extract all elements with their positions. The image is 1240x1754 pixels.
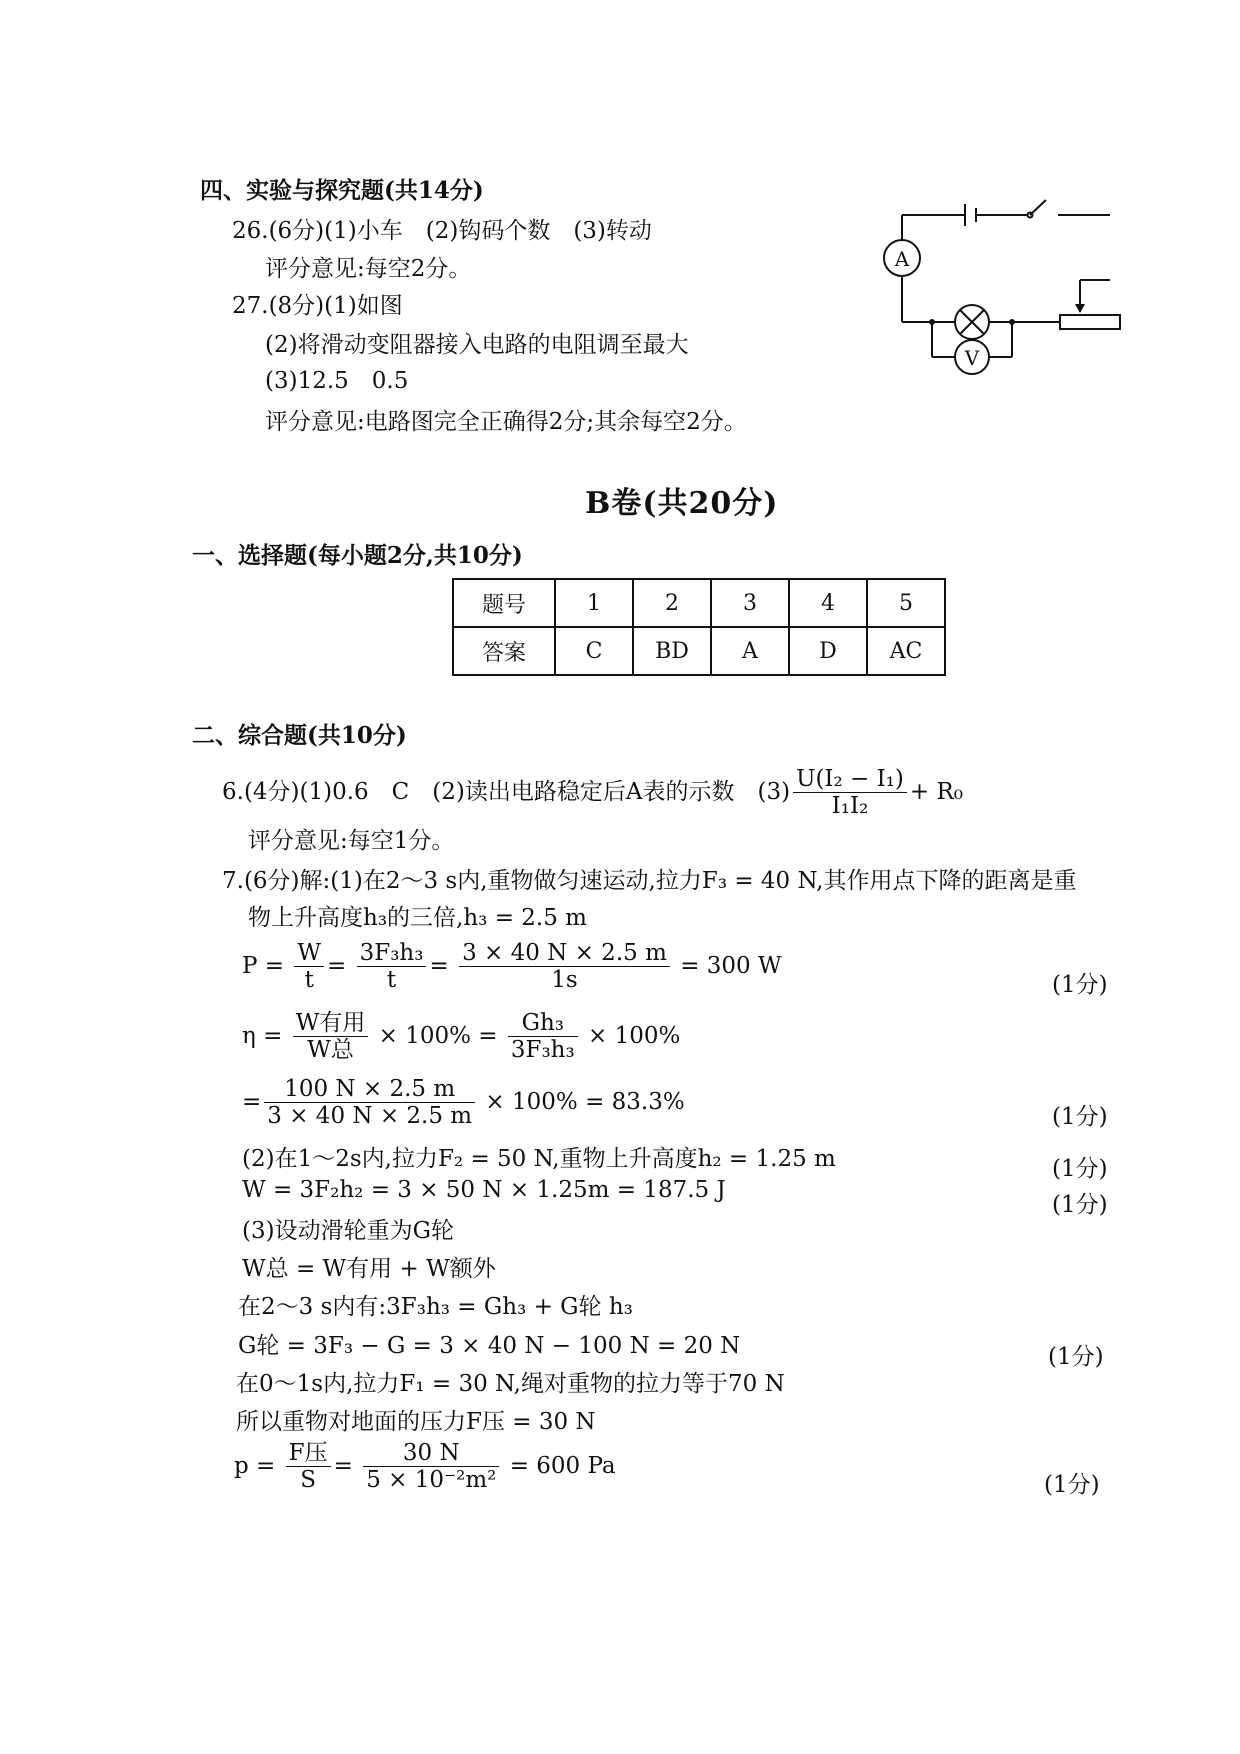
- q7-part3: (3)设动滑轮重为G轮: [242, 1218, 454, 1244]
- q7-line1: 7.(6分)解:(1)在2～3 s内,重物做匀速运动,拉力F₃ = 40 N,其作用点下降的距离是重: [222, 868, 1077, 894]
- pressure-frac-1-den: S: [300, 1467, 316, 1494]
- total-work-equation: W总 = W有用 + W额外: [242, 1256, 496, 1282]
- pressure-equation: p = $\frac{\text{F压}}{S}$ = $\frac{30 N}{\text{5 × 10⁻²m²}}$ = 600 Pa: [234, 1440, 616, 1494]
- pressure-lhs: p =: [234, 1452, 276, 1479]
- pressure-frac-2-num: 30 N: [363, 1440, 499, 1467]
- pressure-frac-2: [363, 1440, 499, 1494]
- score-mark: (1分): [1052, 1192, 1108, 1218]
- section4-heading: 四、实验与探究题(共14分): [200, 177, 484, 204]
- table-cell: AC: [867, 627, 945, 675]
- efficiency-result-line: = $\frac{100 N \times 2.5 m}{3 \times 40 N \times 2.5 m}$ × 100% = 83.3%: [242, 1076, 685, 1130]
- pressure-frac-1-num: F压: [286, 1440, 331, 1467]
- q26-answer: 26.(6分)(1)小车 (2)钩码个数 (3)转动: [232, 218, 652, 244]
- table-cell: 题号: [453, 579, 555, 627]
- table-cell: 3: [711, 579, 789, 627]
- pressure-frac-2-den: 5 × 10⁻²m²: [366, 1467, 497, 1494]
- voltmeter-label: V: [964, 346, 980, 370]
- pressure-force-text: 所以重物对地面的压力F压 = 30 N: [236, 1409, 596, 1435]
- table-row: [453, 579, 945, 627]
- q6-tail: + R₀: [909, 778, 964, 805]
- score-mark: (1分): [1044, 1472, 1100, 1498]
- efficiency-frac-2: [508, 1010, 578, 1064]
- power-frac-2: [357, 940, 427, 994]
- power-frac-3: [459, 940, 670, 994]
- power-equation: P = $\frac{W}{t}$ = $\frac{\text{3F₃h₃}}{t}$ = $\frac{3 \times 40 N \times 2.5 m}{1s}$ = 300 W: [242, 940, 782, 994]
- table-cell: 4: [789, 579, 867, 627]
- interval-0-1s-text: 在0～1s内,拉力F₁ = 30 N,绳对重物的拉力等于70 N: [236, 1371, 785, 1397]
- circuit-diagram: [870, 190, 1240, 390]
- efficiency-equation: [242, 1010, 680, 1064]
- efficiency-frac-3-num: 100 N × 2.5 m: [264, 1076, 475, 1103]
- q27-answer-1: 27.(8分)(1)如图: [232, 293, 403, 319]
- section2-heading: 二、综合题(共10分): [192, 722, 407, 749]
- table-cell: A: [711, 627, 789, 675]
- q27-answer-3: (3)12.5 0.5: [265, 368, 409, 394]
- table-cell: 5: [867, 579, 945, 627]
- equation-2-3s: 在2～3 s内有:3F₃h₃ = Gh₃ + G轮 h₃: [238, 1294, 633, 1320]
- power-frac-1: [294, 940, 324, 994]
- efficiency-frac-1-den: W总: [307, 1037, 354, 1064]
- q27-answer-2: (2)将滑动变阻器接入电路的电阻调至最大: [265, 332, 689, 358]
- table-cell: 2: [633, 579, 711, 627]
- power-result: = 300 W: [680, 952, 782, 979]
- efficiency-lhs: η =: [242, 1022, 283, 1049]
- q6-denominator: I₁I₂: [831, 793, 869, 820]
- score-mark: (1分): [1052, 972, 1108, 998]
- power-frac-1-num: W: [294, 940, 324, 967]
- q6-fraction: [793, 766, 907, 820]
- score-mark: (1分): [1048, 1344, 1104, 1370]
- q6-text: 6.(4分)(1)0.6 C (2)读出电路稳定后A表的示数 (3): [222, 778, 791, 805]
- q7-line2: 物上升高度h₃的三倍,h₃ = 2.5 m: [248, 905, 587, 931]
- answer-table: [452, 578, 946, 676]
- q26-scoring-note: 评分意见:每空2分。: [265, 256, 472, 282]
- q6-answer: [222, 766, 963, 820]
- power-frac-1-den: t: [304, 967, 314, 994]
- power-lhs: P =: [242, 952, 285, 979]
- pressure-result: = 600 Pa: [509, 1452, 616, 1479]
- q6-scoring-note: 评分意见:每空1分。: [248, 828, 455, 854]
- rheostat-body: [1060, 315, 1120, 329]
- paper-b-title: B卷(共20分): [585, 486, 779, 521]
- efficiency-frac-3-den: 3 × 40 N × 2.5 m: [267, 1103, 473, 1130]
- efficiency-frac-1-num: W有用: [293, 1010, 369, 1037]
- power-frac-2-num: 3F₃h₃: [357, 940, 427, 967]
- power-frac-3-den: 1s: [551, 967, 578, 994]
- efficiency-frac-3: [264, 1076, 475, 1130]
- q7-part2: (2)在1～2s内,拉力F₂ = 50 N,重物上升高度h₂ = 1.25 m: [242, 1146, 836, 1172]
- table-row: [453, 627, 945, 675]
- junction-right: [1009, 319, 1015, 325]
- efficiency-mid: × 100% =: [378, 1022, 498, 1049]
- table-cell: 答案: [453, 627, 555, 675]
- wheel-weight-equation: G轮 = 3F₃ − G = 3 × 40 N − 100 N = 20 N: [238, 1333, 741, 1359]
- table-cell: C: [555, 627, 633, 675]
- table-cell: BD: [633, 627, 711, 675]
- section1-heading: 一、选择题(每小题2分,共10分): [192, 542, 523, 569]
- efficiency-frac-2-num: Gh₃: [508, 1010, 578, 1037]
- q27-scoring-note: 评分意见:电路图完全正确得2分;其余每空2分。: [265, 409, 747, 435]
- switch-lever: [1030, 200, 1046, 215]
- junction-left: [929, 319, 935, 325]
- ammeter-label: A: [894, 247, 910, 271]
- score-mark: (1分): [1052, 1156, 1108, 1182]
- pressure-frac-1: [286, 1440, 331, 1494]
- power-frac-3-num: 3 × 40 N × 2.5 m: [459, 940, 670, 967]
- work-equation: W = 3F₂h₂ = 3 × 50 N × 1.25m = 187.5 J: [242, 1177, 726, 1203]
- rheostat-slider-arrow: [1075, 304, 1085, 313]
- power-frac-2-den: t: [386, 967, 397, 994]
- table-cell: 1: [555, 579, 633, 627]
- q6-numerator: U(I₂ − I₁): [793, 766, 907, 793]
- efficiency-frac-1: [293, 1010, 369, 1064]
- efficiency-frac-2-den: 3F₃h₃: [510, 1037, 575, 1064]
- score-mark: (1分): [1052, 1104, 1108, 1130]
- efficiency-result: × 100% = 83.3%: [485, 1088, 685, 1115]
- table-cell: D: [789, 627, 867, 675]
- efficiency-tail: × 100%: [588, 1022, 681, 1049]
